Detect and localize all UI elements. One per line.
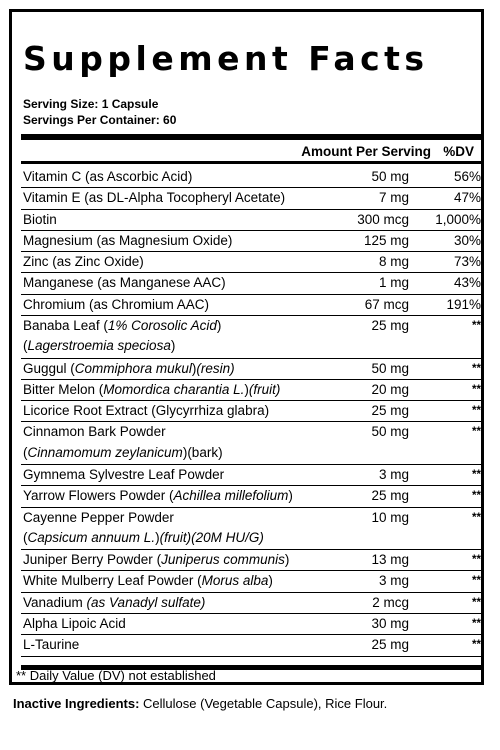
ingredient-amount: 125 mg bbox=[299, 230, 423, 251]
ingredient-amount: 25 mg bbox=[299, 635, 423, 656]
daily-value: ** bbox=[423, 592, 484, 613]
ingredient-name: Cinnamon Bark Powder (Cinnamomum zeylanicum)(bark) bbox=[21, 422, 299, 465]
table-row bbox=[21, 316, 484, 359]
ingredient-amount: 8 mg bbox=[299, 252, 423, 273]
ingredient-name: Licorice Root Extract (Glycyrrhiza glabra) bbox=[21, 401, 299, 422]
table-row bbox=[21, 592, 484, 613]
ingredient-name: Guggul (Commiphora mukul)(resin) bbox=[21, 358, 299, 379]
table-row bbox=[21, 507, 484, 550]
ingredient-amount: 10 mg bbox=[299, 507, 423, 550]
ingredient-amount: 2 mcg bbox=[299, 592, 423, 613]
daily-value: ** bbox=[423, 507, 484, 550]
ingredient-name: Bitter Melon (Momordica charantia L.)(fruit) bbox=[21, 379, 299, 400]
daily-value: 43% bbox=[423, 273, 484, 294]
daily-value: 73% bbox=[423, 252, 484, 273]
servings-per-container: Servings Per Container: 60 bbox=[23, 113, 177, 127]
panel-title: Supplement Facts bbox=[23, 39, 429, 78]
table-row bbox=[21, 188, 484, 209]
ingredient-amount: 3 mg bbox=[299, 464, 423, 485]
table-row bbox=[21, 358, 484, 379]
daily-value: ** bbox=[423, 358, 484, 379]
daily-value: ** bbox=[423, 316, 484, 359]
daily-value: ** bbox=[423, 464, 484, 485]
ingredient-name: Manganese (as Manganese AAC) bbox=[21, 273, 299, 294]
ingredient-name: Vanadium (as Vanadyl sulfate) bbox=[21, 592, 299, 613]
daily-value: ** bbox=[423, 571, 484, 592]
daily-value: ** bbox=[423, 550, 484, 571]
daily-value: ** bbox=[423, 379, 484, 400]
inactive-ingredients-text: Cellulose (Vegetable Capsule), Rice Flour. bbox=[139, 696, 388, 711]
daily-value: 56% bbox=[423, 167, 484, 188]
ingredient-amount: 30 mg bbox=[299, 613, 423, 634]
daily-value: ** bbox=[423, 422, 484, 465]
ingredient-amount: 7 mg bbox=[299, 188, 423, 209]
inactive-ingredients bbox=[13, 696, 387, 711]
daily-value: 30% bbox=[423, 230, 484, 251]
ingredient-amount: 20 mg bbox=[299, 379, 423, 400]
daily-value: ** bbox=[423, 401, 484, 422]
table-row bbox=[21, 209, 484, 230]
table-row bbox=[21, 273, 484, 294]
ingredient-name: Gymnema Sylvestre Leaf Powder bbox=[21, 464, 299, 485]
nutrient-table bbox=[21, 167, 484, 657]
ingredient-name: Cayenne Pepper Powder (Capsicum annuum L.)(fruit)(20M HU/G) bbox=[21, 507, 299, 550]
ingredient-name: Banaba Leaf (1% Corosolic Acid) (Lagerstroemia speciosa) bbox=[21, 316, 299, 359]
table-row bbox=[21, 571, 484, 592]
ingredient-name: Vitamin C (as Ascorbic Acid) bbox=[21, 167, 299, 188]
ingredient-amount: 50 mg bbox=[299, 358, 423, 379]
table-row bbox=[21, 550, 484, 571]
serving-size: Serving Size: 1 Capsule bbox=[23, 97, 159, 111]
header-divider bbox=[21, 161, 484, 164]
dv-column-header: %DV bbox=[443, 144, 474, 159]
ingredient-amount: 13 mg bbox=[299, 550, 423, 571]
ingredient-amount: 25 mg bbox=[299, 486, 423, 507]
ingredient-name: Alpha Lipoic Acid bbox=[21, 613, 299, 634]
table-row bbox=[21, 464, 484, 485]
dv-footnote: ** Daily Value (DV) not established bbox=[16, 668, 216, 683]
daily-value: ** bbox=[423, 635, 484, 656]
inactive-ingredients-label: Inactive Ingredients: bbox=[13, 696, 140, 711]
table-row bbox=[21, 401, 484, 422]
column-header-row bbox=[21, 140, 484, 160]
daily-value: ** bbox=[423, 486, 484, 507]
ingredient-name: White Mulberry Leaf Powder (Morus alba) bbox=[21, 571, 299, 592]
ingredient-name: Juniper Berry Powder (Juniperus communis) bbox=[21, 550, 299, 571]
ingredient-amount: 67 mcg bbox=[299, 294, 423, 315]
ingredient-amount: 3 mg bbox=[299, 571, 423, 592]
daily-value: 191% bbox=[423, 294, 484, 315]
ingredient-amount: 25 mg bbox=[299, 401, 423, 422]
table-row bbox=[21, 486, 484, 507]
ingredient-name: Chromium (as Chromium AAC) bbox=[21, 294, 299, 315]
table-row bbox=[21, 422, 484, 465]
ingredient-amount: 300 mcg bbox=[299, 209, 423, 230]
ingredient-amount: 25 mg bbox=[299, 316, 423, 359]
table-row bbox=[21, 613, 484, 634]
table-row bbox=[21, 252, 484, 273]
daily-value: ** bbox=[423, 613, 484, 634]
ingredient-name: Yarrow Flowers Powder (Achillea millefolium) bbox=[21, 486, 299, 507]
table-row bbox=[21, 379, 484, 400]
table-row bbox=[21, 294, 484, 315]
ingredient-name: Magnesium (as Magnesium Oxide) bbox=[21, 230, 299, 251]
table-row bbox=[21, 167, 484, 188]
daily-value: 47% bbox=[423, 188, 484, 209]
table-row bbox=[21, 635, 484, 656]
supplement-facts-panel bbox=[9, 9, 484, 685]
ingredient-amount: 50 mg bbox=[299, 422, 423, 465]
table-row bbox=[21, 230, 484, 251]
ingredient-name: Biotin bbox=[21, 209, 299, 230]
ingredient-name: Zinc (as Zinc Oxide) bbox=[21, 252, 299, 273]
daily-value: 1,000% bbox=[423, 209, 484, 230]
ingredient-amount: 1 mg bbox=[299, 273, 423, 294]
ingredient-name: L-Taurine bbox=[21, 635, 299, 656]
ingredient-name: Vitamin E (as DL-Alpha Tocopheryl Acetate) bbox=[21, 188, 299, 209]
ingredient-amount: 50 mg bbox=[299, 167, 423, 188]
amount-column-header: Amount Per Serving bbox=[301, 144, 431, 159]
